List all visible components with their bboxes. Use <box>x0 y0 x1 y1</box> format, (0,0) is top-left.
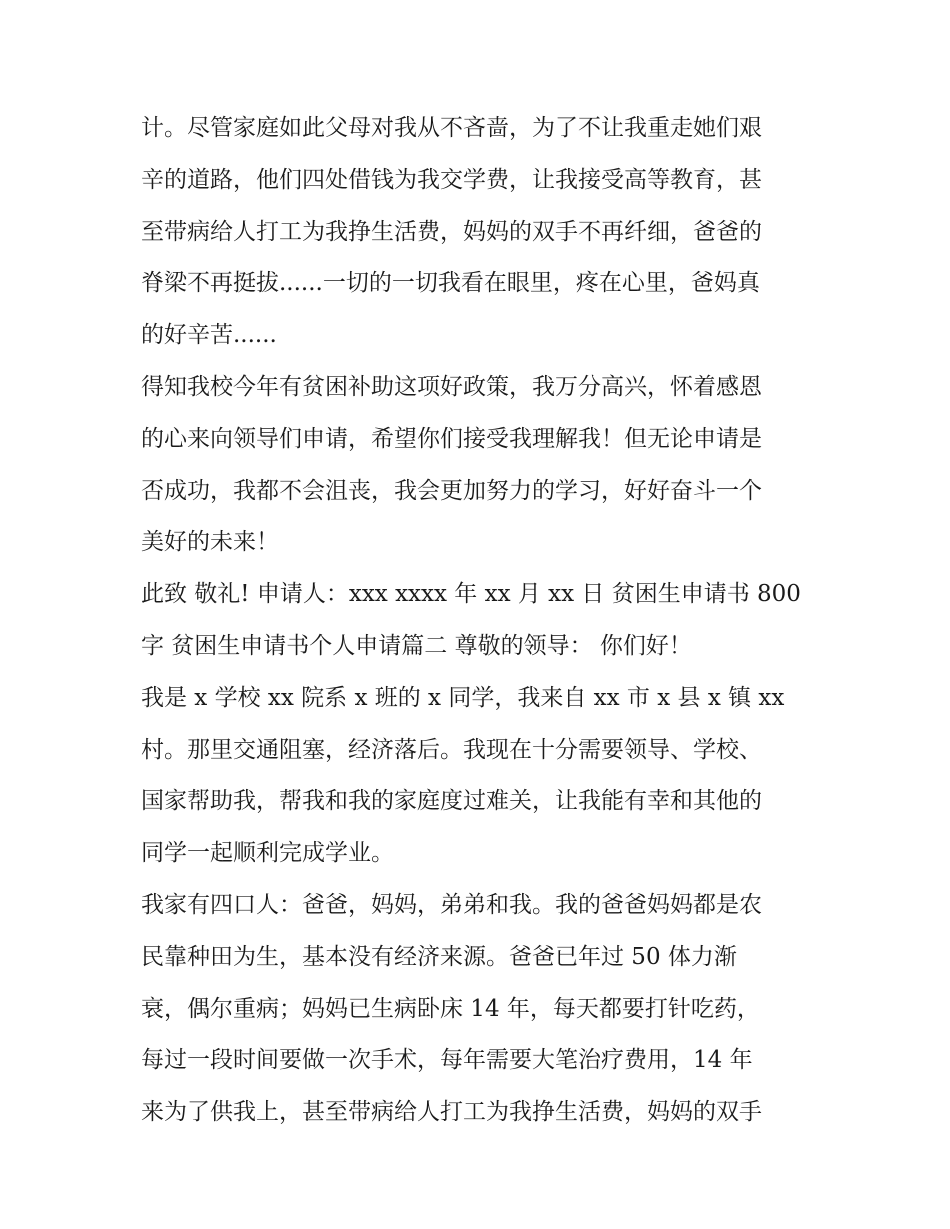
text-line: 来为了供我上，甚至带病给人打工为我挣生活费，妈妈的双手 <box>141 1099 762 1126</box>
text-line: 字 贫困生申请书个人申请篇二 尊敬的领导： 你们好！ <box>141 632 692 659</box>
text-line: 辛的道路，他们四处借钱为我交学费，让我接受高等教育，甚 <box>141 166 762 193</box>
text-line: 每过一段时间要做一次手术，每年需要大笔治疗费用，14 年 <box>141 1047 753 1074</box>
text-line: 至带病给人打工为我挣生活费，妈妈的双手不再纤细，爸爸的 <box>141 218 762 245</box>
text-line: 村。那里交通阻塞，经济落后。我现在十分需要领导、学校、 <box>141 736 762 763</box>
text-line: 计。尽管家庭如此父母对我从不吝啬，为了不让我重走她们艰 <box>141 115 762 141</box>
text-line: 我是 x 学校 xx 院系 x 班的 x 同学，我来自 xx 市 x 县 x 镇 xx <box>141 684 785 711</box>
text-line: 我家有四口人：爸爸，妈妈，弟弟和我。我的爸爸妈妈都是农 <box>141 891 762 918</box>
text-line: 美好的未来！ <box>141 529 279 556</box>
text-line: 衰，偶尔重病；妈妈已生病卧床 14 年，每天都要打针吃药， <box>141 995 760 1022</box>
text-line: 的心来向领导们申请，希望你们接受我理解我！但无论申请是 <box>141 425 762 452</box>
text-line: 脊梁不再挺拔......一切的一切我看在眼里，疼在心里，爸妈真 <box>141 270 760 297</box>
text-line: 的好辛苦...... <box>141 322 277 349</box>
text-line: 得知我校今年有贫困补助这项好政策，我万分高兴，怀着感恩 <box>141 373 762 400</box>
text-line: 否成功，我都不会沮丧，我会更加努力的学习，好好奋斗一个 <box>141 477 762 504</box>
text-line: 同学一起顺利完成学业。 <box>141 840 394 867</box>
document-body <box>141 103 821 1139</box>
text-line: 民靠种田为生，基本没有经济来源。爸爸已年过 50 体力渐 <box>141 943 737 970</box>
text-line: 此致 敬礼! 申请人：xxx xxxx 年 xx 月 xx 日 贫困生申请书 800 <box>141 581 801 608</box>
text-line: 国家帮助我，帮我和我的家庭度过难关，让我能有幸和其他的 <box>141 788 762 815</box>
